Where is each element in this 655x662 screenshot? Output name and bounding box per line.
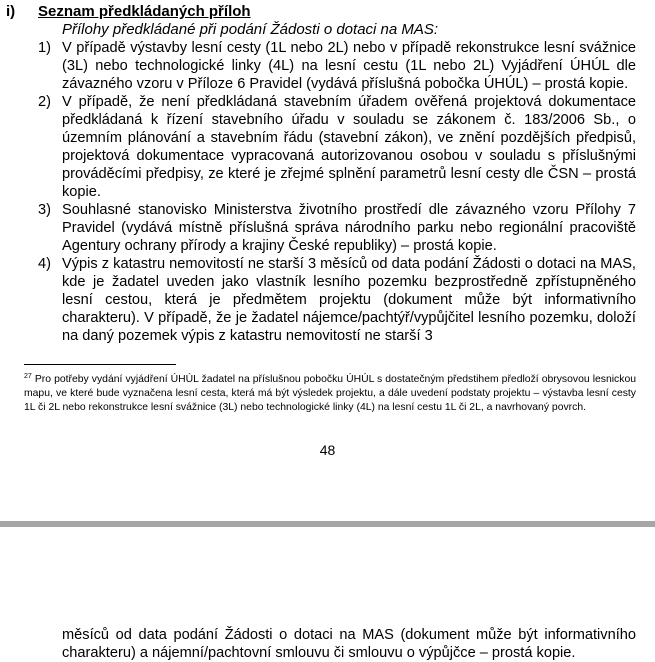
list-item-number: 4) (38, 256, 51, 272)
list-item-text: V případě, že není předkládaná stavebním úřadem ověřená projektová dokumentace předkládaná k řízení stavebního úřadu v souladu se zákonem č. 183/2006 Sb., o územním plánování a stavebním řádu (stavební zákon), ve znění pozdějších předpisů, projektová dokumentace vypracovaná autorizovanou osobou v souladu s příslušnými prováděcími předpisy, ze které je zřejmé splnění parametrů lesní cesty dle ČSN – prostá kopie. (62, 94, 636, 200)
list-item (0, 255, 655, 345)
list-item-text: V případě výstavby lesní cesty (1L nebo 2L) nebo v případě rekonstrukce lesní svážnice (3L) nebo technologické linky (4L) na lesní cestu (1L nebo 2L) Vyjádření ÚHÚL dle závazného vzoru v Příloze 6 Pravidel (vydává příslušná pobočka ÚHÚL) – prostá kopie. (62, 40, 636, 92)
list-item-text: Výpis z katastru nemovitostí ne starší 3 měsíců od data podání Žádosti o dotaci na MAS, kde je žadatel uveden jako vlastník lesního pozemku bezprostředně zpřístupněného lesní cestou, která je předmětem projektu (dokument může být informativního charakteru). V případě, že je žadatel nájemce/pachtýř/vypůjčitel lesního pozemku, doloží na daný pozemek výpis z katastru nemovitostí ne starší 3 (62, 256, 636, 344)
footnote (24, 370, 636, 415)
section-number: i) (6, 3, 16, 20)
list-item (0, 93, 655, 201)
footnote-text: Pro potřeby vydání vyjádření ÚHÚL žadatel na příslušnou pobočku ÚHÚL s dostatečným předstihem předloží obrysovou lesnickou mapu, ve které bude vyznačena lesní cesta, která má být výsledek projektu, a dále uvedení podstaty projektu – výstavba lesní cesty 1L či 2L nebo rekonstrukce lesní svážnice (3L) nebo technologické linky (4L) na lesní cestu 1L či 2L, a navrhovaný povrch. (24, 374, 637, 413)
list-item-number: 3) (38, 202, 51, 218)
section-heading (6, 3, 251, 20)
footnote-marker: 27 (24, 373, 32, 380)
section-subtitle: Přílohy předkládané při podání Žádosti o dotaci na MAS: (62, 21, 439, 38)
page-break-divider (0, 521, 655, 527)
list-item-number: 2) (38, 94, 51, 110)
footnote-separator (24, 364, 176, 365)
list-item (0, 201, 655, 255)
list-item-text: Souhlasné stanovisko Ministerstva životního prostředí dle závazného vzoru Přílohy 7 Pravidel (vydává místně příslušná správa národního parku nebo regionální pracoviště Agentury ochrany přírody a krajiny České republiky) – prostá kopie. (62, 202, 636, 254)
page-number: 48 (319, 442, 336, 458)
list-item-number: 1) (38, 40, 51, 56)
continuation-text: měsíců od data podání Žádosti o dotaci na MAS (dokument může být informativního charakteru) a nájemní/pachtovní smlouvu či smlouvu o výpůjčce – prostá kopie. (62, 627, 636, 661)
section-title: Seznam předkládaných příloh (38, 3, 251, 20)
list-item (0, 39, 655, 93)
attachment-list (0, 39, 655, 345)
